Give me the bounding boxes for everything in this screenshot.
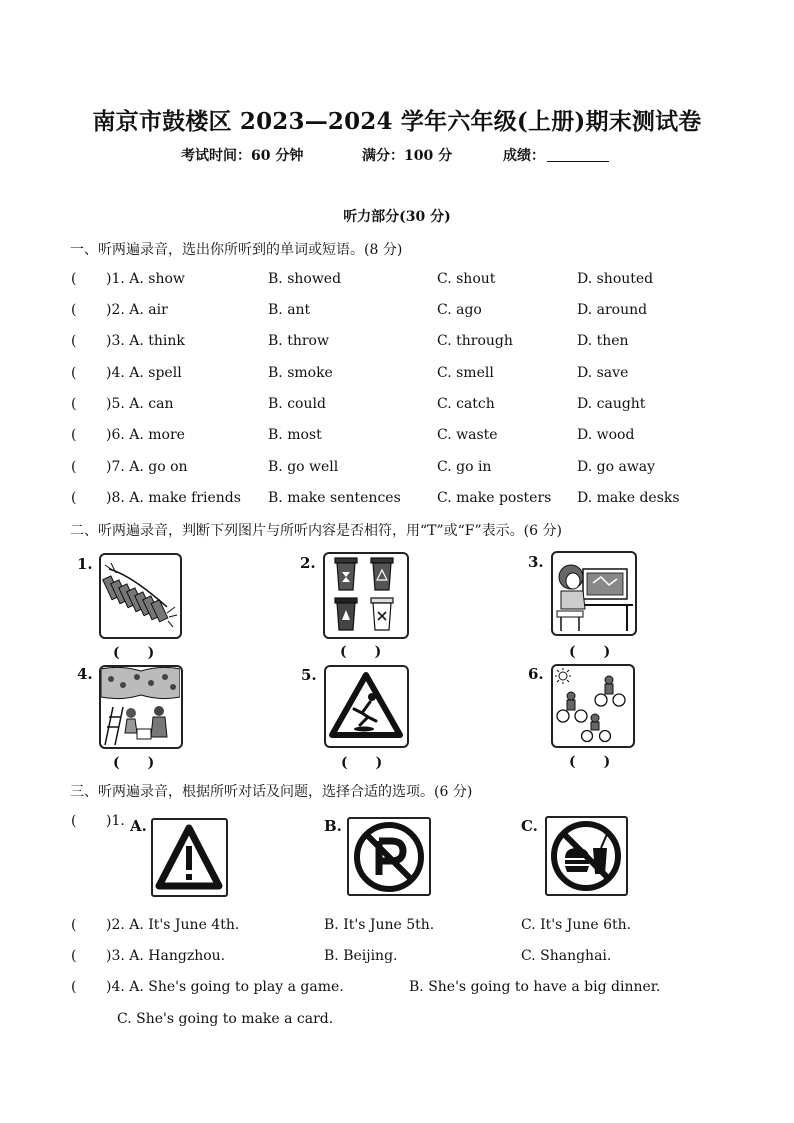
answer-blank[interactable]: ( ) (569, 644, 611, 660)
option-d: D. shouted (577, 271, 654, 287)
section1-title: 一、听两遍录音，选出你所听到的单词或短语。(8 分) (70, 242, 403, 258)
answer-blank[interactable]: ( ) (569, 754, 611, 770)
option-c: C. go in (437, 459, 492, 475)
option-a: )4. A. She's going to play a game. (106, 979, 344, 995)
option-b: B. most (268, 427, 322, 443)
option-a: )4. A. spell (106, 365, 182, 381)
option-b: B. It's June 5th. (324, 917, 435, 933)
picture-number: 5. (301, 666, 317, 684)
full-score: 满分：100 分 (362, 148, 453, 164)
option-b: B. showed (268, 271, 342, 287)
option-c: C. smell (437, 365, 494, 381)
answer-paren[interactable]: ( (71, 490, 77, 506)
option-a: )7. A. go on (106, 459, 188, 475)
option-d: D. around (577, 302, 648, 318)
picture-number: 4. (77, 665, 93, 683)
option-b: B. smoke (268, 365, 333, 381)
option-a: )2. A. air (106, 302, 168, 318)
answer-blank[interactable]: ( ) (113, 755, 155, 771)
answer-blank[interactable]: ( ) (341, 755, 383, 771)
option-c: C. Shanghai. (521, 948, 612, 964)
grade-field (503, 145, 609, 165)
option-a: )8. A. make friends (106, 490, 241, 506)
picture-number: 1. (77, 555, 93, 573)
slippery-sign-picture (324, 665, 409, 748)
option-d: D. then (577, 333, 629, 349)
option-a: )5. A. can (106, 396, 174, 412)
firecracker-picture (99, 553, 182, 639)
option-b: B. ant (268, 302, 311, 318)
answer-blank[interactable]: ( ) (340, 644, 382, 660)
option-a: )2. A. It's June 4th. (106, 917, 240, 933)
answer-paren[interactable]: ( (71, 979, 77, 995)
answer-paren[interactable]: ( (71, 813, 77, 829)
option-c: C. waste (437, 427, 498, 443)
option-a-label: A. (130, 817, 147, 835)
question-number: )1. (106, 813, 125, 829)
section2-title: 二、听两遍录音，判断下列图片与所听内容是否相符，用“T”或“F”表示。(6 分) (70, 523, 562, 539)
option-b: B. go well (268, 459, 339, 475)
answer-paren[interactable]: ( (71, 365, 77, 381)
option-c: C. catch (437, 396, 495, 412)
option-c: C. She's going to make a card. (117, 1011, 334, 1027)
cycling-picture (551, 664, 635, 748)
computer-picture (551, 551, 637, 636)
option-d: D. caught (577, 396, 646, 412)
option-b: B. make sentences (268, 490, 401, 506)
answer-paren[interactable]: ( (71, 302, 77, 318)
picture-number: 3. (528, 553, 544, 571)
answer-paren[interactable]: ( (71, 459, 77, 475)
option-c: C. ago (437, 302, 482, 318)
option-c: C. It's June 6th. (521, 917, 632, 933)
option-b: B. Beijing. (324, 948, 398, 964)
option-d: D. wood (577, 427, 635, 443)
warning-sign-option[interactable] (151, 818, 228, 897)
answer-paren[interactable]: ( (71, 333, 77, 349)
grade-label: 成绩： (503, 148, 545, 164)
answer-paren[interactable]: ( (71, 917, 77, 933)
picture-number: 6. (528, 665, 544, 683)
option-d: D. make desks (577, 490, 680, 506)
answer-paren[interactable]: ( (71, 396, 77, 412)
option-b: B. She's going to have a big dinner. (409, 979, 661, 995)
option-d: D. go away (577, 459, 656, 475)
option-d: D. save (577, 365, 629, 381)
answer-blank[interactable]: ( ) (113, 645, 155, 661)
option-c: C. shout (437, 271, 496, 287)
answer-paren[interactable]: ( (71, 948, 77, 964)
exam-title: 南京市鼓楼区 2023—2024 学年六年级(上册)期末测试卷 (92, 108, 702, 135)
answer-paren[interactable]: ( (71, 271, 77, 287)
recycle-bins-picture (323, 552, 409, 639)
section3-title: 三、听两遍录音，根据所听对话及问题，选择合适的选项。(6 分) (70, 784, 473, 800)
grade-blank[interactable] (547, 147, 609, 162)
exam-time: 考试时间：60 分钟 (181, 148, 304, 164)
option-b-label: B. (324, 817, 342, 835)
listening-part-title: 听力部分(30 分) (343, 209, 451, 225)
option-c: C. make posters (437, 490, 552, 506)
option-b: B. could (268, 396, 326, 412)
option-a: )3. A. think (106, 333, 185, 349)
no-parking-sign-option[interactable] (347, 817, 431, 896)
no-food-drink-sign-option[interactable] (545, 816, 628, 896)
option-b: B. throw (268, 333, 329, 349)
option-a: )6. A. more (106, 427, 185, 443)
apple-picking-picture (99, 665, 183, 749)
option-a: )3. A. Hangzhou. (106, 948, 226, 964)
answer-paren[interactable]: ( (71, 427, 77, 443)
picture-number: 2. (300, 554, 316, 572)
option-c: C. through (437, 333, 513, 349)
option-a: )1. A. show (106, 271, 185, 287)
option-c-label: C. (521, 817, 538, 835)
